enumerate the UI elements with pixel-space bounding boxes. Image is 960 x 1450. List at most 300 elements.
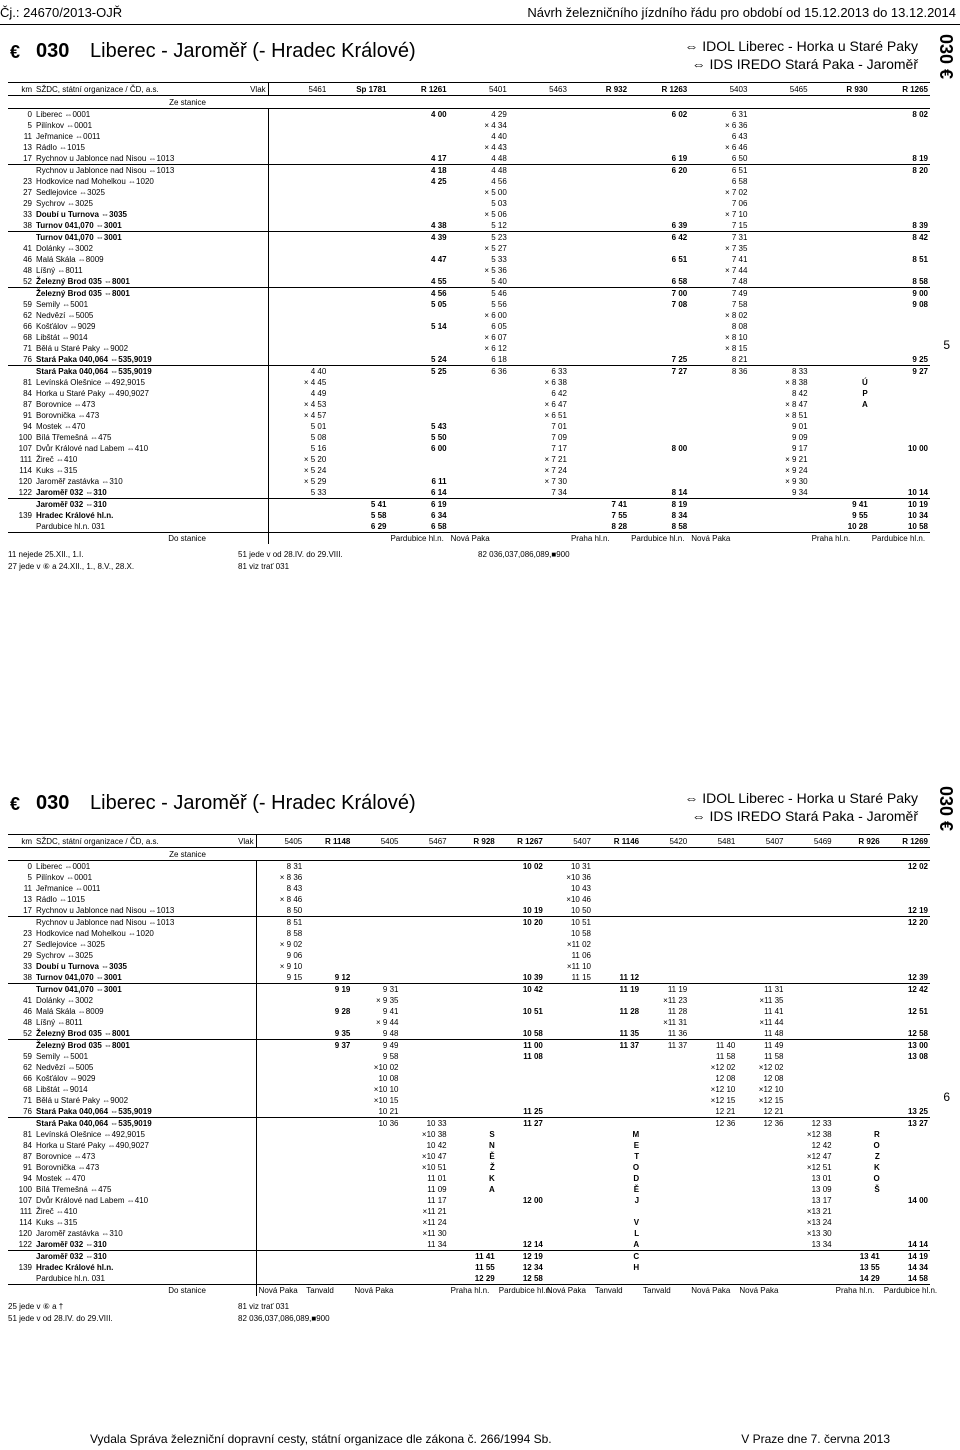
time-cell: ×10 10	[373, 1085, 399, 1094]
line-title: Liberec - Jaroměř (- Hradec Králové)	[90, 792, 416, 814]
time-cell	[689, 388, 749, 399]
integrated-system-2: ⇔ IDS IREDO Stará Paka - Jaroměř	[691, 808, 918, 824]
time-cell	[834, 1028, 882, 1040]
time-cell: 5 41	[328, 499, 388, 511]
time-cell	[208, 176, 268, 187]
time-cell	[449, 928, 497, 939]
time-cell	[328, 254, 388, 265]
time-cell	[749, 254, 809, 265]
time-cell	[786, 939, 834, 950]
time-cell	[870, 410, 930, 421]
time-cell	[834, 861, 882, 873]
time-cell	[593, 1273, 641, 1285]
time-cell: 11 28	[667, 1007, 688, 1016]
km-cell: 0	[27, 862, 32, 871]
time-cell	[328, 120, 388, 131]
timetable-row	[8, 872, 930, 883]
time-cell	[449, 1028, 497, 1040]
time-cell	[388, 265, 448, 276]
time-cell	[569, 142, 629, 153]
station-name: Jeřmanice ⇔0011	[36, 884, 101, 893]
time-cell	[388, 198, 448, 209]
time-cell: × 8 36	[256, 872, 304, 883]
time-cell	[689, 1162, 737, 1173]
station-name: Líšný ⇔8011	[36, 266, 83, 275]
time-cell	[304, 1206, 352, 1217]
time-cell	[737, 1195, 785, 1206]
timetable-row	[8, 421, 930, 432]
time-cell	[509, 343, 569, 354]
destination-cell: Pardubice hl.n.	[498, 1286, 553, 1295]
timetable-row	[8, 187, 930, 198]
time-cell: 8 39	[912, 221, 928, 230]
timetable-row	[8, 198, 930, 209]
km-cell: 100	[18, 433, 32, 442]
time-cell: × 4 43	[484, 143, 507, 152]
time-cell: × 8 47	[785, 400, 808, 409]
time-cell	[749, 332, 809, 343]
time-cell	[497, 1184, 545, 1195]
time-cell	[689, 465, 749, 476]
time-cell	[497, 950, 545, 961]
time-cell: 4 40	[268, 366, 328, 378]
time-cell	[641, 950, 689, 961]
time-cell	[629, 476, 689, 487]
from-station-cell	[749, 96, 809, 109]
timetable-row	[8, 209, 930, 220]
time-cell	[208, 1173, 256, 1184]
time-cell	[208, 894, 256, 905]
time-cell	[388, 454, 448, 465]
time-cell	[208, 872, 256, 883]
time-cell	[810, 299, 870, 310]
station-name: Železný Brod 035 ⇔8001	[36, 1029, 130, 1038]
time-cell	[569, 343, 629, 354]
time-cell	[449, 917, 497, 929]
time-cell: 5 40	[491, 277, 507, 286]
time-cell: 12 21	[715, 1107, 736, 1116]
time-cell	[449, 995, 497, 1006]
destination-cell	[268, 533, 328, 545]
time-cell: × 5 29	[268, 476, 328, 487]
timetable-row	[8, 1017, 930, 1028]
station-name: Mostek ⇔470	[36, 1174, 86, 1183]
document-subject: Návrh železničního jízdního řádu pro období od 15.12.2013 do 13.12.2014	[527, 5, 956, 20]
time-cell: ×12 51	[806, 1163, 832, 1172]
time-cell	[569, 243, 629, 254]
time-cell	[689, 410, 749, 421]
from-station-cell	[449, 848, 497, 861]
from-station-cell	[208, 848, 256, 861]
time-cell	[208, 1262, 256, 1273]
time-cell: 11 40	[689, 1040, 737, 1052]
from-station-cell	[786, 848, 834, 861]
time-cell	[569, 209, 629, 220]
time-cell	[497, 939, 545, 950]
time-cell	[629, 321, 689, 332]
time-cell: 7 49	[689, 288, 749, 300]
time-cell	[352, 1206, 400, 1217]
time-cell	[509, 109, 569, 121]
time-cell: 14 00	[907, 1196, 928, 1205]
time-cell	[737, 883, 785, 894]
destination-cell: Nová Paka	[545, 1285, 593, 1297]
time-cell	[449, 432, 509, 443]
time-cell	[449, 883, 497, 894]
time-cell	[256, 1162, 304, 1173]
time-cell	[509, 254, 569, 265]
time-cell: 6 36	[449, 366, 509, 378]
time-cell	[352, 1262, 400, 1273]
time-cell: 12 08	[715, 1074, 736, 1083]
train-number: 5401	[449, 83, 509, 96]
time-cell	[810, 421, 870, 432]
time-cell	[328, 354, 388, 366]
time-cell	[401, 1017, 449, 1028]
time-cell	[304, 950, 352, 961]
time-cell	[268, 321, 328, 332]
time-cell: 10 20	[497, 917, 545, 929]
time-cell	[208, 465, 268, 476]
time-cell	[509, 131, 569, 142]
time-cell	[328, 276, 388, 288]
time-cell	[256, 1228, 304, 1239]
km-cell: 91	[23, 411, 32, 420]
time-cell	[810, 187, 870, 198]
timetable-row	[8, 1217, 930, 1228]
km-cell: 52	[23, 1029, 32, 1038]
time-cell	[882, 1084, 930, 1095]
time-cell	[304, 1095, 352, 1106]
station-name: Doubí u Turnova ⇔3035	[36, 962, 127, 971]
timetable-row	[8, 894, 930, 905]
time-cell: 10 42	[426, 1141, 447, 1150]
time-cell	[689, 1173, 737, 1184]
time-cell	[497, 894, 545, 905]
timetable-row	[8, 1162, 930, 1173]
time-cell: 10 00	[907, 444, 928, 453]
time-cell: 7 41	[569, 499, 629, 511]
time-cell	[352, 872, 400, 883]
destination-cell: Nová Paka	[689, 1285, 737, 1297]
time-cell	[268, 288, 328, 300]
time-cell: 5 25	[388, 366, 448, 378]
time-cell	[545, 1051, 593, 1062]
timetable-row	[8, 928, 930, 939]
time-cell	[401, 1084, 449, 1095]
time-cell: × 6 07	[484, 333, 507, 342]
timetable-row	[8, 131, 930, 142]
time-cell: 11 19	[593, 984, 641, 996]
time-cell	[834, 1106, 882, 1118]
destination-cell: Pardubice hl.n.	[629, 533, 689, 545]
time-cell	[208, 454, 268, 465]
time-cell	[328, 165, 388, 177]
footnote: 25 jede v ⑥ a †	[8, 1302, 64, 1311]
time-cell	[737, 1206, 785, 1217]
time-cell	[629, 410, 689, 421]
time-cell	[545, 1195, 593, 1206]
station-name: Sychrov ⇔3025	[36, 199, 93, 208]
timetable-row	[8, 499, 930, 511]
km-cell: 27	[23, 940, 32, 949]
km-cell	[8, 366, 34, 378]
time-cell: 10 08	[378, 1074, 399, 1083]
from-station-cell	[641, 848, 689, 861]
station-name: Horka u Staré Paky ⇔490,9027	[36, 389, 149, 398]
station-name: Rádlo ⇔1015	[36, 143, 85, 152]
time-cell	[569, 254, 629, 265]
time-cell	[208, 1028, 256, 1040]
time-cell	[689, 1129, 737, 1140]
time-cell	[208, 187, 268, 198]
destination-cell: Praha hl.n.	[449, 1285, 497, 1297]
time-cell	[328, 487, 388, 499]
time-cell	[208, 861, 256, 873]
station-name: Turnov 041,070 ⇔3001	[36, 973, 122, 982]
destination-cell: Nová Paka	[689, 533, 749, 545]
station-name: Doubí u Turnova ⇔3035	[36, 210, 127, 219]
time-cell: Š	[874, 1185, 880, 1194]
km-cell: 114	[19, 466, 32, 475]
km-cell	[8, 521, 34, 533]
time-cell	[834, 1040, 882, 1052]
train-number: 5481	[689, 835, 737, 848]
time-cell: 9 31	[352, 984, 400, 996]
destination-cell	[8, 533, 34, 545]
time-cell	[810, 209, 870, 220]
station-name: Dvůr Králové nad Labem ⇔410	[36, 444, 149, 453]
time-cell	[689, 443, 749, 454]
document-reference: Čj.: 24670/2013-OJŘ	[0, 5, 123, 20]
km-cell: 139	[18, 1263, 32, 1272]
timetable-row	[8, 487, 930, 499]
time-cell	[810, 332, 870, 343]
time-cell: 9 19	[304, 984, 352, 996]
station-name: Stará Paka 040,064 ⇔535,9019	[36, 1107, 152, 1116]
time-cell: 6 42	[629, 232, 689, 244]
time-cell	[834, 928, 882, 939]
time-cell	[208, 995, 256, 1006]
time-cell: 11 27	[497, 1118, 545, 1130]
time-cell	[689, 861, 737, 873]
time-cell: 11 28	[619, 1007, 640, 1016]
time-cell	[629, 454, 689, 465]
time-cell	[870, 265, 930, 276]
time-cell: ×10 38	[421, 1130, 447, 1139]
time-cell	[641, 1062, 689, 1073]
timetable-header-row	[8, 83, 930, 96]
timetable-row	[8, 995, 930, 1006]
time-cell	[737, 1239, 785, 1251]
time-cell	[593, 1062, 641, 1073]
time-cell	[509, 142, 569, 153]
time-cell	[208, 1051, 256, 1062]
time-cell	[737, 1140, 785, 1151]
time-cell: 8 21	[731, 355, 748, 364]
time-cell: × 7 21	[544, 455, 567, 464]
timetable-panel	[8, 790, 938, 1330]
time-cell: 8 42	[870, 232, 930, 244]
time-cell	[870, 209, 930, 220]
time-cell	[328, 198, 388, 209]
station-name: Turnov 041,070 ⇔3001	[34, 232, 208, 244]
line-number: 030	[36, 40, 70, 62]
time-cell: 8 08	[731, 322, 748, 331]
time-cell	[545, 1073, 593, 1084]
time-cell: 13 34	[811, 1240, 832, 1249]
timetable-title-row	[8, 38, 930, 82]
time-cell: 6 51	[689, 165, 749, 177]
timetable-row	[8, 332, 930, 343]
time-cell	[882, 928, 930, 939]
time-cell	[569, 476, 629, 487]
time-cell	[545, 1151, 593, 1162]
station-name: Kuks ⇔315	[36, 1218, 78, 1227]
destination-cell: Tanvald	[304, 1285, 352, 1297]
time-cell	[509, 176, 569, 187]
time-cell	[737, 1184, 785, 1195]
time-cell	[208, 332, 268, 343]
time-cell	[810, 410, 870, 421]
time-cell	[268, 521, 328, 533]
station-name: Bílá Třemešná ⇔475	[36, 433, 112, 442]
time-cell	[449, 872, 497, 883]
time-cell: 4 47	[431, 255, 447, 264]
train-number: 5463	[509, 83, 569, 96]
time-cell	[268, 343, 328, 354]
time-cell	[810, 487, 870, 499]
destination-cell: Pardubice hl.n.	[870, 533, 930, 545]
time-cell	[545, 1095, 593, 1106]
time-cell	[256, 1095, 304, 1106]
time-cell: 5 08	[268, 432, 328, 443]
time-cell	[449, 984, 497, 996]
time-cell: × 9 30	[785, 477, 808, 486]
time-cell	[401, 961, 449, 972]
time-cell	[629, 432, 689, 443]
station-name: Malá Skála ⇔8009	[36, 255, 104, 264]
time-cell	[870, 243, 930, 254]
time-cell	[641, 1073, 689, 1084]
time-cell	[401, 939, 449, 950]
time-cell	[749, 354, 809, 366]
timetable-row	[8, 1040, 930, 1052]
time-cell: 10 39	[522, 973, 543, 982]
km-cell: 68	[23, 1085, 32, 1094]
time-cell	[737, 972, 785, 984]
time-cell: 8 58	[671, 522, 688, 531]
timetable-row	[8, 939, 930, 950]
time-cell	[641, 1217, 689, 1228]
time-cell	[268, 243, 328, 254]
timetable-row	[8, 1006, 930, 1017]
time-cell	[208, 142, 268, 153]
time-cell	[810, 343, 870, 354]
time-cell	[388, 243, 448, 254]
time-cell	[786, 1051, 834, 1062]
time-cell	[545, 1028, 593, 1040]
time-cell	[834, 984, 882, 996]
km-cell: 33	[23, 210, 32, 219]
time-cell: 8 14	[671, 488, 688, 497]
time-cell	[593, 872, 641, 883]
train-number: 5465	[749, 83, 809, 96]
time-cell	[786, 1273, 834, 1285]
time-cell	[870, 465, 930, 476]
km-cell: 33	[23, 962, 32, 971]
timetable-row	[8, 1184, 930, 1195]
footnote: 51 jede v od 28.IV. do 29.VIII.	[8, 1314, 113, 1323]
time-cell: 12 58	[907, 1029, 928, 1038]
km-cell: 13	[23, 143, 32, 152]
time-cell	[749, 499, 809, 511]
time-cell	[737, 950, 785, 961]
time-cell: 5 33	[491, 255, 507, 264]
time-cell	[497, 1151, 545, 1162]
time-cell	[328, 421, 388, 432]
timetable-row	[8, 1095, 930, 1106]
destination-cell: Tanvald	[641, 1285, 689, 1297]
integrated-system-1: ⇔ IDOL Liberec - Horka u Staré Paky	[684, 790, 918, 806]
time-cell	[569, 288, 629, 300]
time-cell: 5 14	[431, 322, 447, 331]
km-cell: 13	[23, 895, 32, 904]
time-cell: ×12 10	[758, 1085, 784, 1094]
time-cell	[641, 961, 689, 972]
station-name: Sedlejovice ⇔3025	[36, 940, 105, 949]
time-cell	[786, 995, 834, 1006]
time-cell: × 5 36	[484, 266, 507, 275]
time-cell	[352, 961, 400, 972]
time-cell	[593, 1017, 641, 1028]
time-cell	[208, 120, 268, 131]
km-cell: 76	[23, 355, 32, 364]
time-cell	[737, 861, 785, 873]
time-cell: 12 51	[907, 1007, 928, 1016]
time-cell	[689, 1006, 737, 1017]
km-cell: 0	[27, 110, 32, 119]
time-cell: × 5 06	[484, 210, 507, 219]
time-cell	[208, 310, 268, 321]
time-cell	[509, 310, 569, 321]
time-cell	[208, 1118, 256, 1130]
time-cell	[786, 984, 834, 996]
time-cell: 11 01	[427, 1174, 447, 1183]
time-cell: 4 56	[388, 288, 448, 300]
time-cell	[689, 1217, 737, 1228]
timetable-row	[8, 399, 930, 410]
time-cell	[268, 142, 328, 153]
km-cell: 11	[23, 884, 32, 893]
time-cell	[737, 1173, 785, 1184]
time-cell	[749, 165, 809, 177]
time-cell	[352, 883, 400, 894]
time-cell	[882, 1151, 930, 1162]
time-cell: 12 21	[763, 1107, 784, 1116]
time-cell	[834, 917, 882, 929]
station-name: Železný Brod 035 ⇔8001	[34, 1040, 208, 1052]
time-cell	[352, 1173, 400, 1184]
time-cell: 10 33	[401, 1118, 449, 1130]
timetable-row	[8, 410, 930, 421]
timetable-row	[8, 120, 930, 131]
destination-cell: Do stanice	[34, 533, 208, 545]
timetable-row	[8, 972, 930, 984]
time-cell	[545, 1262, 593, 1273]
time-cell	[593, 1206, 641, 1217]
time-cell: Ž	[489, 1163, 495, 1172]
